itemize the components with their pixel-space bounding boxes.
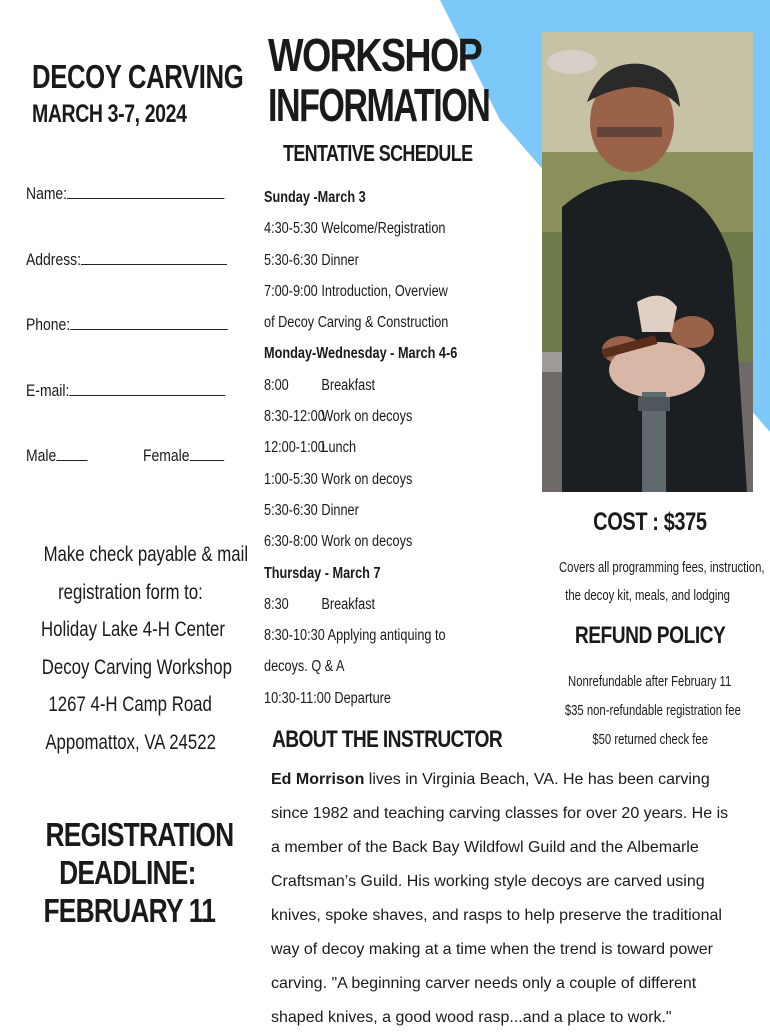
event-title: DECOY CARVING — [32, 58, 244, 95]
schedule-item: 4:30-5:30 Welcome/Registration — [264, 220, 446, 238]
name-field[interactable]: Name: — [26, 184, 268, 204]
mail-line: Decoy Carving Workshop — [41, 655, 232, 679]
schedule-item: 12:00-1:00Lunch — [264, 439, 357, 457]
schedule-item: of Decoy Carving & Construction — [264, 314, 449, 332]
mail-line: Appomattox, VA 24522 — [45, 730, 216, 754]
schedule-item: 1:00-5:30 Work on decoys — [264, 470, 413, 488]
schedule-day-heading: Sunday -March 3 — [264, 189, 366, 206]
schedule-item: 8:30-12:00Work on decoys — [264, 408, 413, 426]
schedule-item: 8:00 Breakfast — [264, 376, 376, 394]
refund-policy-heading: REFUND POLICY — [574, 622, 726, 649]
cost-description: Covers all programming fees, instruction, the decoy kit, meals, and lodging — [558, 560, 765, 604]
schedule-item: 5:30-6:30 Dinner — [264, 501, 359, 519]
schedule-item: 8:30 Breakfast — [264, 595, 376, 613]
about-heading: ABOUT THE INSTRUCTOR — [272, 726, 503, 753]
refund-policy-lines: Nonrefundable after February 11 $35 non-refundable registration fee $50 returned check fee — [564, 674, 741, 748]
mail-line: Make check payable & mail — [43, 543, 249, 566]
phone-field[interactable]: Phone: — [26, 315, 272, 335]
instructor-carving-photo — [542, 32, 753, 492]
schedule-item: decoys. Q & A — [264, 658, 345, 676]
male-field[interactable]: Male — [26, 446, 101, 466]
schedule-subtitle: TENTATIVE SCHEDULE — [283, 140, 473, 166]
cost-heading: COST : $375 — [593, 508, 707, 536]
schedule-item: 5:30-6:30 Dinner — [264, 251, 359, 269]
address-field[interactable]: Address: — [26, 250, 271, 270]
schedule-day-heading: Monday-Wednesday - March 4-6 — [264, 345, 458, 363]
female-field[interactable]: Female — [143, 446, 242, 466]
instructor-name: Ed Morrison — [271, 771, 365, 788]
schedule-item: 7:00-9:00 Introduction, Overview — [264, 282, 448, 300]
mail-line: registration form to: — [58, 580, 203, 604]
schedule-day-heading: Thursday - March 7 — [264, 564, 381, 582]
email-field[interactable]: E-mail: — [26, 381, 269, 401]
event-dates: MARCH 3-7, 2024 — [32, 100, 187, 128]
workshop-title: WORKSHOP INFORMATION — [268, 29, 490, 131]
registration-deadline: REGISTRATION DEADLINE: FEBRUARY 11 — [43, 816, 234, 929]
schedule-item: 6:30-8:00 Work on decoys — [264, 533, 413, 551]
mail-line: Holiday Lake 4-H Center — [40, 618, 225, 641]
mail-line: 1267 4-H Camp Road — [48, 693, 213, 716]
schedule-item: 10:30-11:00 Departure — [264, 689, 391, 707]
mailing-instructions — [18, 536, 249, 761]
schedule-list — [264, 182, 504, 714]
about-instructor-text: Ed Morrison lives in Virginia Beach, VA. He has been carving since 1982 and teaching carving classes for over 20 years. He is a member of the Back Bay Wildfowl Guild and the Albemarle Craftsman’s Guild. His working style decoys are carved using knives, spoke shaves, and rasps to help preserve the traditional way of decoy making at a time when the trend is toward power carving. "A beginning carver needs only a couple of different shaped knives, a good wood rasp...and a place to work." — [271, 771, 729, 1026]
schedule-item: 8:30-10:30 Applying antiquing to — [264, 627, 446, 645]
